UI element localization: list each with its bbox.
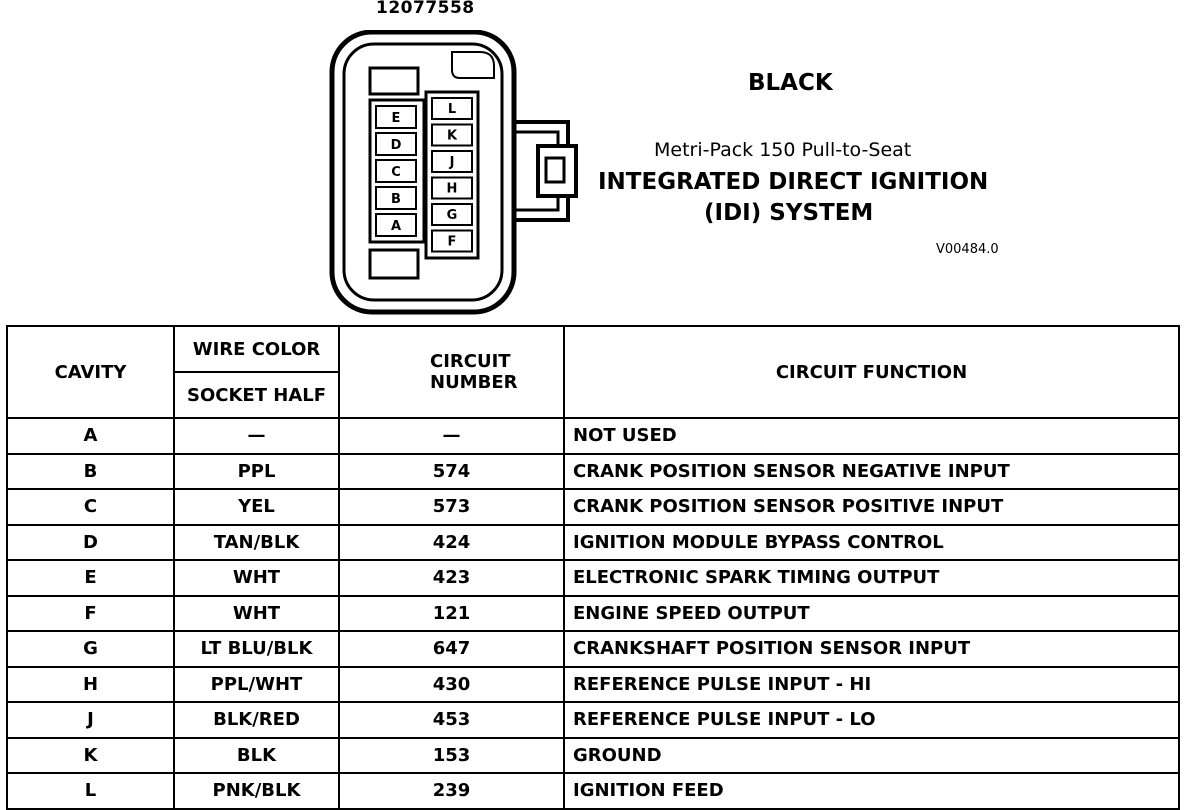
part-number: 12077558 — [376, 0, 475, 18]
connector-type-label: Metri-Pack 150 Pull-to-Seat — [654, 139, 912, 161]
cell-cavity: E — [7, 560, 174, 596]
blank-cavity-top — [370, 68, 418, 94]
figure-id: V00484.0 — [936, 242, 999, 257]
pin-label-j: J — [449, 155, 455, 170]
header-wire-color: WIRE COLOR — [174, 326, 339, 372]
cell-cavity: C — [7, 489, 174, 525]
system-title-line2: (IDI) SYSTEM — [704, 200, 874, 226]
cell-cavity: B — [7, 454, 174, 490]
cell-circuit-number: 121 — [339, 596, 564, 632]
table-row — [7, 738, 1179, 774]
cell-circuit-function: CRANK POSITION SENSOR POSITIVE INPUT — [564, 489, 1179, 525]
cell-wire-color: TAN/BLK — [174, 525, 339, 561]
cell-circuit-function: IGNITION MODULE BYPASS CONTROL — [564, 525, 1179, 561]
cell-circuit-function: REFERENCE PULSE INPUT - HI — [564, 667, 1179, 703]
cell-circuit-function: CRANK POSITION SENSOR NEGATIVE INPUT — [564, 454, 1179, 490]
right-pin-column — [432, 98, 472, 252]
latch-tab-hole — [546, 158, 564, 182]
table-row — [7, 560, 1179, 596]
cell-wire-color: LT BLU/BLK — [174, 631, 339, 667]
connector-color-label: BLACK — [748, 70, 833, 96]
table-row — [7, 418, 1179, 454]
cell-wire-color: — — [174, 418, 339, 454]
pin-label-e: E — [391, 111, 401, 126]
cell-circuit-number: 424 — [339, 525, 564, 561]
pin-label-c: C — [391, 165, 401, 180]
cell-circuit-function: IGNITION FEED — [564, 773, 1179, 809]
cell-wire-color: BLK/RED — [174, 702, 339, 738]
cell-circuit-number: 423 — [339, 560, 564, 596]
cell-cavity: F — [7, 596, 174, 632]
left-pin-column — [376, 106, 416, 236]
cell-circuit-number: — — [339, 418, 564, 454]
header-socket-half: SOCKET HALF — [174, 372, 339, 418]
connector-diagram — [320, 30, 590, 315]
pin-label-h: H — [446, 181, 458, 197]
cell-circuit-function: GROUND — [564, 738, 1179, 774]
cell-cavity: H — [7, 667, 174, 703]
table-row — [7, 525, 1179, 561]
cell-cavity: G — [7, 631, 174, 667]
pin-label-g: G — [446, 208, 458, 223]
pin-label-f: F — [447, 234, 457, 250]
header-circuit-function: CIRCUIT FUNCTION — [564, 326, 1179, 418]
pin-label-l: L — [447, 102, 457, 117]
cell-wire-color: PNK/BLK — [174, 773, 339, 809]
table-row — [7, 489, 1179, 525]
table-row — [7, 454, 1179, 490]
header-circuit-number: CIRCUIT NUMBER — [339, 326, 564, 418]
cell-circuit-function: ELECTRONIC SPARK TIMING OUTPUT — [564, 560, 1179, 596]
cell-circuit-number: 153 — [339, 738, 564, 774]
cell-cavity: A — [7, 418, 174, 454]
pin-label-a: A — [390, 219, 402, 234]
table-row — [7, 667, 1179, 703]
keying-notch — [452, 52, 494, 78]
blank-cavity-bottom — [370, 250, 418, 278]
cell-wire-color: PPL/WHT — [174, 667, 339, 703]
header-cavity: CAVITY — [7, 326, 174, 418]
cell-cavity: J — [7, 702, 174, 738]
pinout-table — [6, 325, 1180, 810]
cell-circuit-number: 430 — [339, 667, 564, 703]
cell-circuit-function: CRANKSHAFT POSITION SENSOR INPUT — [564, 631, 1179, 667]
system-title-line1: INTEGRATED DIRECT IGNITION — [598, 169, 989, 195]
pin-label-b: B — [391, 192, 401, 207]
cell-circuit-function: REFERENCE PULSE INPUT - LO — [564, 702, 1179, 738]
cell-circuit-number: 574 — [339, 454, 564, 490]
cell-wire-color: WHT — [174, 596, 339, 632]
pin-label-d: D — [390, 138, 402, 153]
table-row — [7, 596, 1179, 632]
table-row — [7, 773, 1179, 809]
cell-wire-color: WHT — [174, 560, 339, 596]
pinout-table-body — [7, 418, 1179, 809]
table-row — [7, 702, 1179, 738]
cell-wire-color: PPL — [174, 454, 339, 490]
table-row — [7, 631, 1179, 667]
cell-circuit-function: NOT USED — [564, 418, 1179, 454]
cell-cavity: D — [7, 525, 174, 561]
cell-circuit-number: 453 — [339, 702, 564, 738]
cell-circuit-function: ENGINE SPEED OUTPUT — [564, 596, 1179, 632]
cell-cavity: L — [7, 773, 174, 809]
cell-circuit-number: 239 — [339, 773, 564, 809]
cell-wire-color: BLK — [174, 738, 339, 774]
cell-circuit-number: 573 — [339, 489, 564, 525]
cell-wire-color: YEL — [174, 489, 339, 525]
cell-circuit-number: 647 — [339, 631, 564, 667]
pin-label-k: K — [446, 128, 458, 144]
cell-cavity: K — [7, 738, 174, 774]
